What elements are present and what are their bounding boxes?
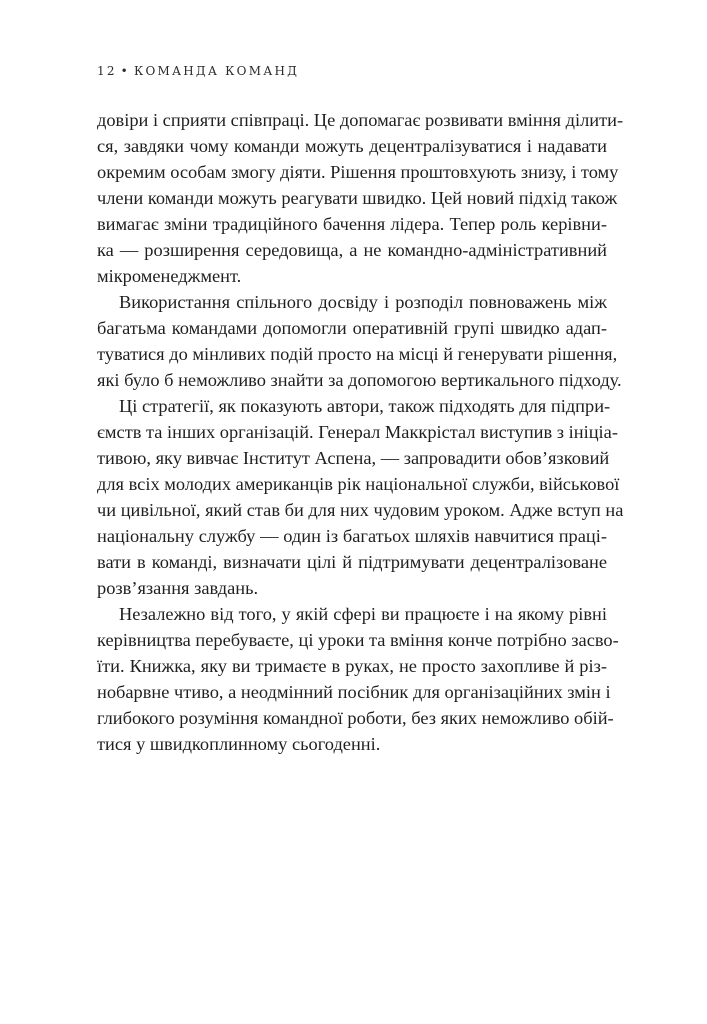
text-line: багатьма командами допомогли оперативній групі швидко адап- xyxy=(97,318,607,338)
running-head xyxy=(97,64,299,78)
paragraph-3 xyxy=(97,393,624,601)
text-line: які було б неможливо знайти за допомогою вертикального підходу. xyxy=(97,370,622,390)
text-line: ка — розширення середовища, а не командно-адміністративний xyxy=(97,240,607,260)
paragraph-4 xyxy=(97,601,619,757)
text-line: ся, завдяки чому команди можуть децентралізуватися і надавати xyxy=(97,136,607,156)
text-line: керівництва перебуваєте, ці уроки та вміння конче потрібно засво- xyxy=(97,630,619,650)
book-title: КОМАНДА КОМАНД xyxy=(133,64,300,78)
text-line: тися у швидкоплинному сьогоденні. xyxy=(97,734,381,754)
text-line: національну службу — один із багатьох шляхів навчитися праці- xyxy=(97,526,607,546)
text-line: туватися до мінливих подій просто на місці й генерувати рішення, xyxy=(97,344,618,364)
text-line: окремим особам змогу діяти. Рішення проштовхують знизу, і тому xyxy=(97,162,619,182)
page-number: 12 xyxy=(97,64,117,78)
text-line: для всіх молодих американців рік національної служби, військової xyxy=(97,474,620,494)
text-line: вимагає зміни традиційного бачення лідера. Тепер роль керівни- xyxy=(97,214,607,234)
text-line: глибокого розуміння командної роботи, без яких неможливо обій- xyxy=(97,708,614,728)
text-line: розв’язання завдань. xyxy=(97,578,259,598)
body-text xyxy=(97,107,624,757)
text-line: ємств та інших організацій. Генерал Маккрістал виступив з ініціа- xyxy=(97,422,618,442)
text-line: нобарвне чтиво, а неодмінний посібник для організаційних змін і xyxy=(97,682,611,702)
header-separator: • xyxy=(120,64,130,78)
text-line: Ці стратегії, як показують автори, також підходять для підпри- xyxy=(119,396,611,416)
text-line: чи цивільної, який став би для них чудовим уроком. Адже вступ на xyxy=(97,500,624,520)
paragraph-1 xyxy=(97,107,624,289)
text-line: вати в команді, визначати цілі й підтримувати децентралізоване xyxy=(97,552,607,572)
text-line: тивою, яку вивчає Інститут Аспена, — запровадити обов’язковий xyxy=(97,448,610,468)
text-line: довіри і сприяти співпраці. Це допомагає розвивати вміння ділити- xyxy=(97,110,624,130)
text-line: їти. Книжка, яку ви тримаєте в руках, не просто захопливе й різ- xyxy=(97,656,607,676)
text-line: мікроменеджмент. xyxy=(97,266,242,286)
paragraph-2 xyxy=(97,289,622,393)
text-line: Використання спільного досвіду і розподіл повноважень між xyxy=(119,292,607,312)
text-line: члени команди можуть реагувати швидко. Цей новий підхід також xyxy=(97,188,618,208)
text-line: Незалежно від того, у якій сфері ви працюєте і на якому рівні xyxy=(119,604,607,624)
